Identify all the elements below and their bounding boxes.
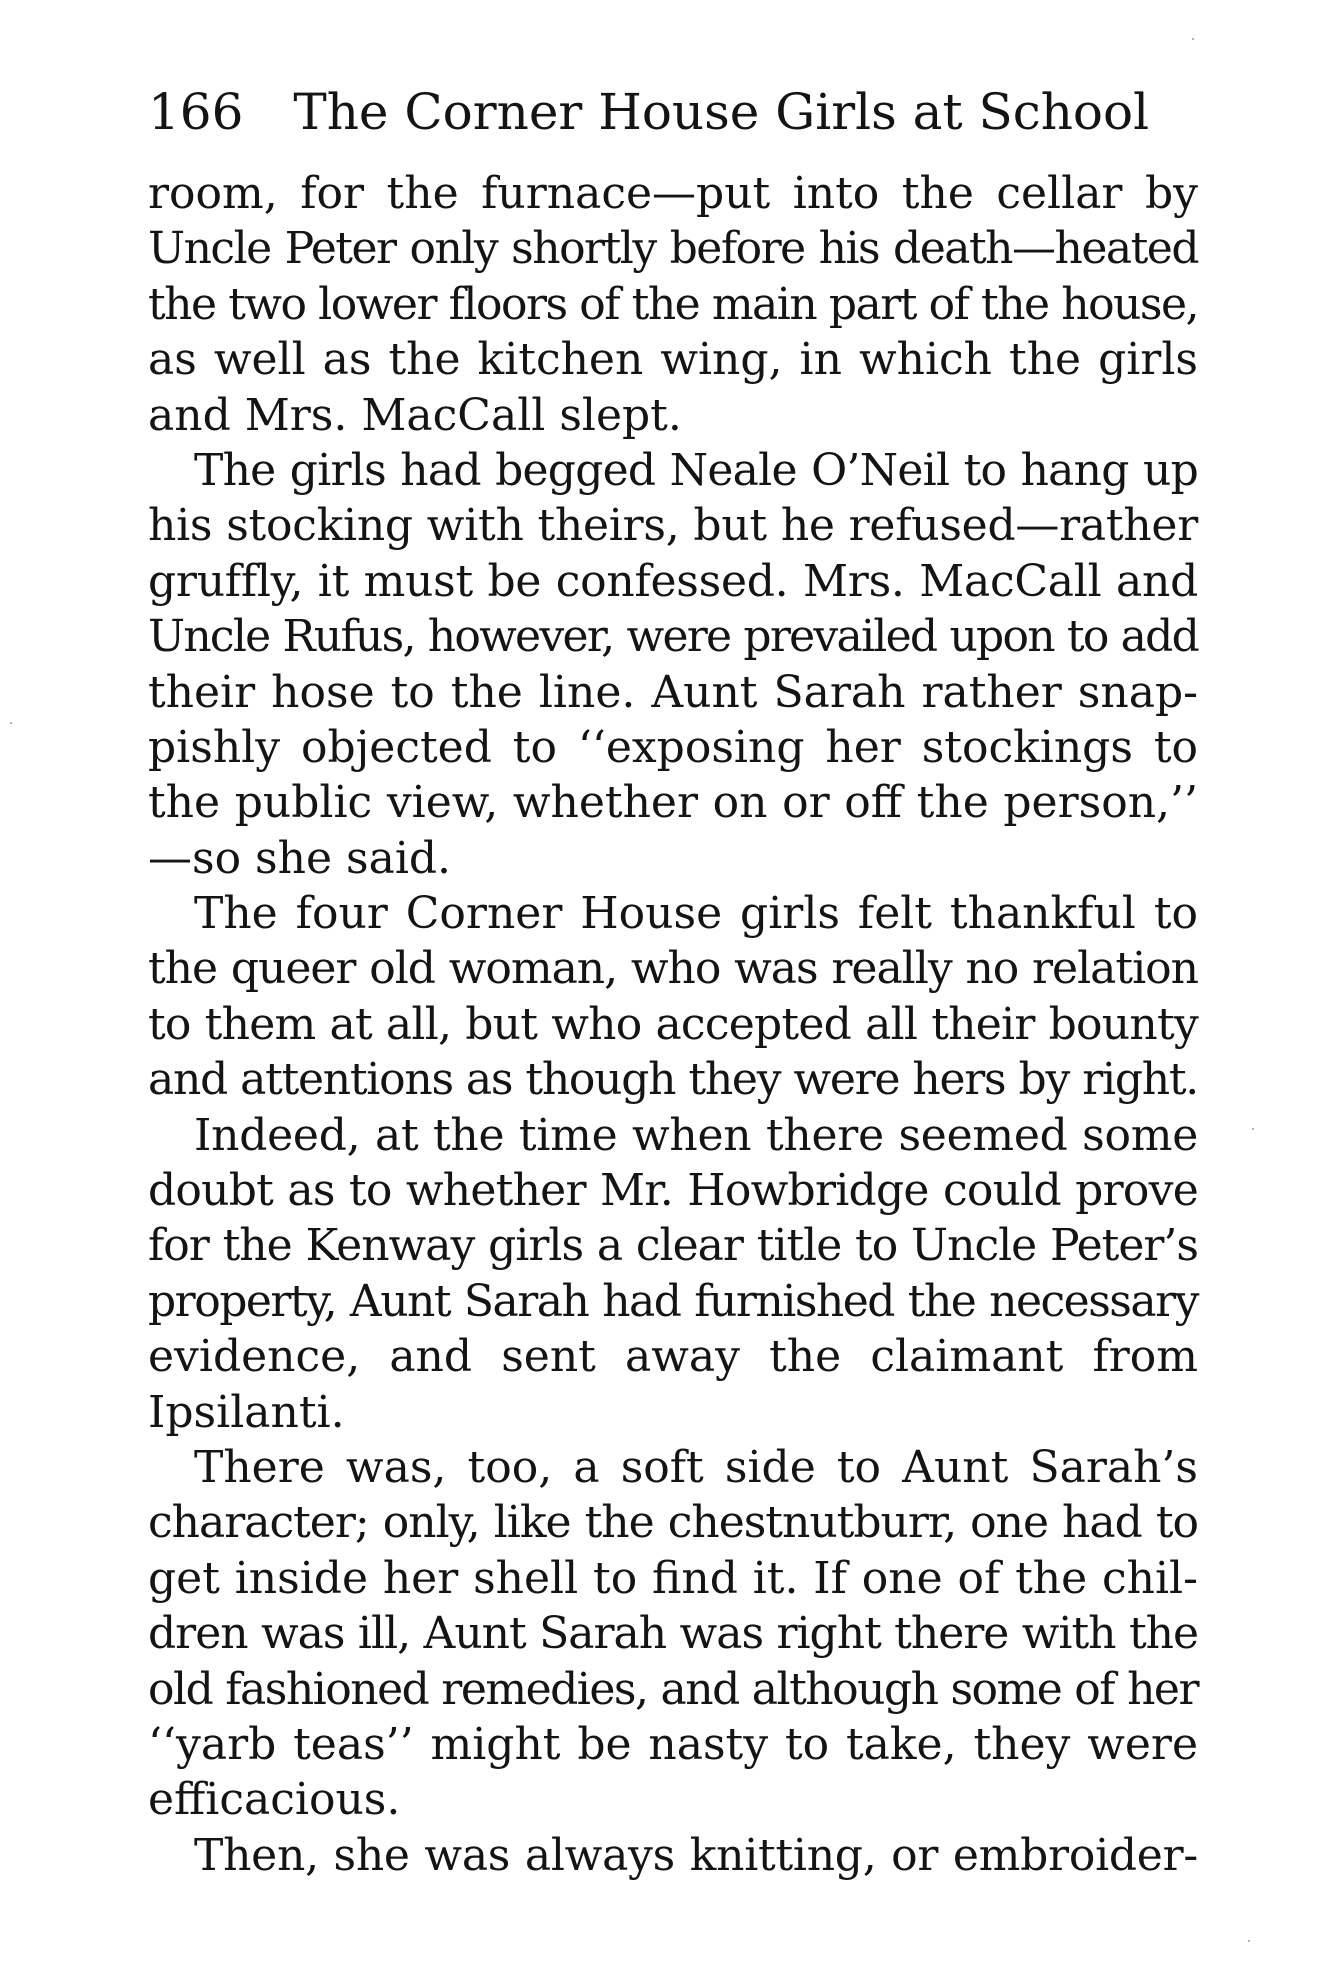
text-line: character; only, like the chestnutburr, one had to <box>148 1497 1198 1549</box>
text-line: The girls had begged Neale O’Neil to hang up <box>194 444 1198 496</box>
paper-speck <box>1252 1128 1254 1130</box>
paper-speck <box>10 722 12 724</box>
text-line: Ipsilanti. <box>148 1386 345 1438</box>
text-line: There was, too, a soft side to Aunt Sarah’s <box>194 1441 1198 1493</box>
text-line: doubt as to whether Mr. Howbridge could prove <box>148 1165 1198 1217</box>
text-line: their hose to the line. Aunt Sarah rather snap- <box>148 666 1198 718</box>
paper-speck <box>1192 38 1194 40</box>
text-line: the public view, whether on or off the person,’’ <box>148 777 1198 829</box>
text-line: Then, she was always knitting, or embroider- <box>194 1829 1198 1881</box>
page-number: 166 <box>148 83 244 141</box>
text-line: property, Aunt Sarah had furnished the necessary <box>148 1275 1198 1327</box>
text-line: gruffly, it must be confessed. Mrs. MacCall and <box>148 555 1198 607</box>
text-line: evidence, and sent away the claimant from <box>148 1331 1198 1383</box>
text-line: for the Kenway girls a clear title to Uncle Peter’s <box>148 1220 1198 1272</box>
body-text <box>148 166 1198 1883</box>
text-line: old fashioned remedies, and although some of her <box>148 1663 1198 1715</box>
paper-speck <box>1248 1940 1250 1942</box>
text-line: and attentions as though they were hers by right. <box>148 1054 1198 1106</box>
running-title: The Corner House Girls at School <box>293 83 1150 141</box>
text-line: room, for the furnace—put into the cellar by <box>148 168 1198 219</box>
text-line: get inside her shell to find it. If one of the chil- <box>148 1552 1198 1604</box>
text-line: The four Corner House girls felt thankful to <box>194 888 1198 940</box>
text-line: Uncle Peter only shortly before his death—heated <box>148 223 1198 275</box>
text-line: and Mrs. MacCall slept. <box>148 389 682 441</box>
running-header <box>148 76 1198 148</box>
text-line: efficacious. <box>148 1774 401 1826</box>
text-line: as well as the kitchen wing, in which the girls <box>148 334 1198 386</box>
text-line: the queer old woman, who was really no relation <box>148 943 1198 995</box>
text-line: pishly objected to ‘‘exposing her stockings to <box>148 721 1198 773</box>
text-line: the two lower floors of the main part of the house, <box>148 278 1198 330</box>
text-line: Uncle Rufus, however, were prevailed upon to add <box>148 611 1198 663</box>
text-line: to them at all, but who accepted all their bounty <box>148 998 1198 1050</box>
text-line: —so she said. <box>148 832 452 884</box>
text-line: his stocking with theirs, but he refused—rather <box>148 500 1198 552</box>
text-line: Indeed, at the time when there seemed some <box>194 1109 1198 1161</box>
text-line: ‘‘yarb teas’’ might be nasty to take, they were <box>148 1718 1198 1770</box>
text-line: dren was ill, Aunt Sarah was right there with the <box>148 1608 1198 1660</box>
